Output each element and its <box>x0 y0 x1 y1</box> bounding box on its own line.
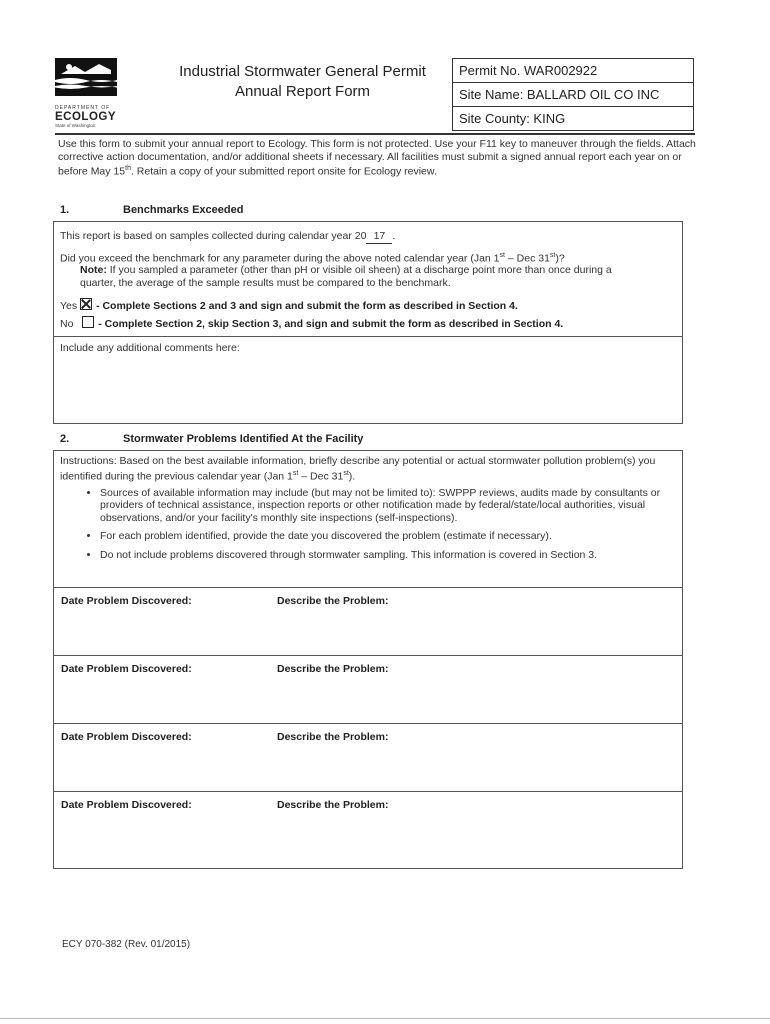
no-instruction: - Complete Section 2, skip Section 3, and sign and submit the form as described in Section 4. <box>98 318 564 330</box>
section1-title: Benchmarks Exceeded <box>123 204 244 216</box>
calendar-year-input[interactable]: 17 <box>366 230 392 244</box>
date-discovered-label: Date Problem Discovered: <box>61 663 192 675</box>
section1-divider <box>54 336 682 337</box>
site-name-field[interactable]: Site Name: BALLARD OIL CO INC <box>453 83 693 107</box>
header-divider <box>55 133 695 135</box>
describe-problem-label: Describe the Problem: <box>277 595 389 607</box>
describe-problem-label: Describe the Problem: <box>277 799 389 811</box>
ecology-logo-icon <box>55 58 117 96</box>
yes-label: Yes <box>60 300 78 312</box>
date-discovered-label: Date Problem Discovered: <box>61 731 192 743</box>
benchmark-question-sup1: st <box>499 252 505 259</box>
no-label: No <box>60 318 74 330</box>
benchmark-question-text-b: – Dec 31 <box>504 252 550 265</box>
date-discovered-label: Date Problem Discovered: <box>61 595 192 607</box>
section2-number: 2. <box>60 433 70 445</box>
yes-instruction: - Complete Sections 2 and 3 and sign and submit the form as described in Section 4. <box>96 300 518 312</box>
permit-info-box <box>452 58 694 131</box>
intro-paragraph <box>58 138 698 178</box>
instructions-sup2: st <box>343 469 349 477</box>
benchmark-note <box>80 264 630 289</box>
ecology-logo <box>55 58 127 128</box>
permit-number-field[interactable]: Permit No. WAR002922 <box>453 59 693 83</box>
logo-state-text: State of Washington <box>55 123 96 128</box>
no-checkbox[interactable] <box>82 316 94 328</box>
section2-box <box>53 450 683 869</box>
section2-title: Stormwater Problems Identified At the Facility <box>123 433 364 445</box>
calendar-year-suffix: . <box>392 230 396 242</box>
section1-number: 1. <box>60 204 70 216</box>
date-discovered-label: Date Problem Discovered: <box>61 799 192 811</box>
logo-name-text: ECOLOGY <box>55 111 117 123</box>
benchmark-question-text-a: Did you exceed the benchmark for any parameter during the above noted calendar year (Jan 1 <box>60 252 500 265</box>
form-title-line1: Industrial Stormwater General Permit <box>179 63 426 80</box>
instructions-text-b: – Dec 31 <box>298 470 344 482</box>
instructions-list <box>60 487 670 562</box>
instructions-text-a: Instructions: Based on the best available information, briefly describe any potential or actual stormwater pollution problem(s) you identified during the previous calendar year (Jan 1 <box>60 455 656 482</box>
logo-dept-text: DEPARTMENT OF <box>55 105 111 111</box>
instructions-sup1: st <box>292 469 299 477</box>
calendar-year-label: This report is based on samples collected during calendar year 20 <box>60 230 367 242</box>
form-id-footer: ECY 070-382 (Rev. 01/2015) <box>62 939 191 950</box>
problem-row[interactable] <box>54 791 682 860</box>
section1-heading <box>60 204 243 216</box>
intro-text-2: . Retain a copy of your submitted report onsite for Ecology review. <box>130 165 437 178</box>
instructions-bullet: • Sources of available information may include (but may not be limited to): SWPPP reviews, audits made by consultants or providers of technical assistance, inspection reports or other notification made by federal/state/local authorities, visual observations, and/or your facility's monthly site inspections (self-inspections). <box>100 487 670 525</box>
instructions-text-c: ). <box>348 470 356 482</box>
page-bottom-edge <box>0 1018 770 1019</box>
intro-text-1: Use this form to submit your annual report to Ecology. This form is not protected. Use your F11 key to maneuver through the fields. Attach corrective action documentation, and/or additional sheets if necessary. All facilities must submit a signed annual report each year on or before May 15 <box>58 138 696 178</box>
no-option <box>60 316 672 331</box>
comments-field[interactable] <box>60 342 672 418</box>
benchmark-note-label: Note: <box>80 264 107 276</box>
instructions-bullet: • Do not include problems discovered through stormwater sampling. This information is covered in Section 3. <box>100 549 670 562</box>
problem-row[interactable] <box>54 587 682 656</box>
comments-label: Include any additional comments here: <box>60 342 240 354</box>
yes-option <box>60 298 672 313</box>
describe-problem-label: Describe the Problem: <box>277 663 389 675</box>
section2-instructions <box>60 455 670 567</box>
benchmark-question-sup2: st <box>549 252 556 259</box>
section2-heading <box>60 433 363 445</box>
instructions-bullet: • For each problem identified, provide the date you discovered the problem (estimate if necessary). <box>100 530 670 543</box>
form-title <box>160 62 445 102</box>
describe-problem-label: Describe the Problem: <box>277 731 389 743</box>
benchmark-note-text: If you sampled a parameter (other than pH or visible oil sheen) at a discharge point more than once during a quarter, the average of the sample results must be compared to the benchmark. <box>80 264 612 289</box>
benchmark-question-text-c: )? <box>555 252 565 265</box>
benchmark-question <box>60 250 672 265</box>
calendar-year-line <box>60 230 670 244</box>
form-title-line2: Annual Report Form <box>234 83 371 100</box>
section1-box <box>53 221 683 424</box>
problem-row[interactable] <box>54 723 682 792</box>
problem-row[interactable] <box>54 655 682 724</box>
site-county-field[interactable]: Site County: KING <box>459 111 566 126</box>
instructions-text <box>60 455 670 483</box>
intro-superscript: th <box>125 165 131 172</box>
yes-checkbox[interactable] <box>80 298 92 310</box>
